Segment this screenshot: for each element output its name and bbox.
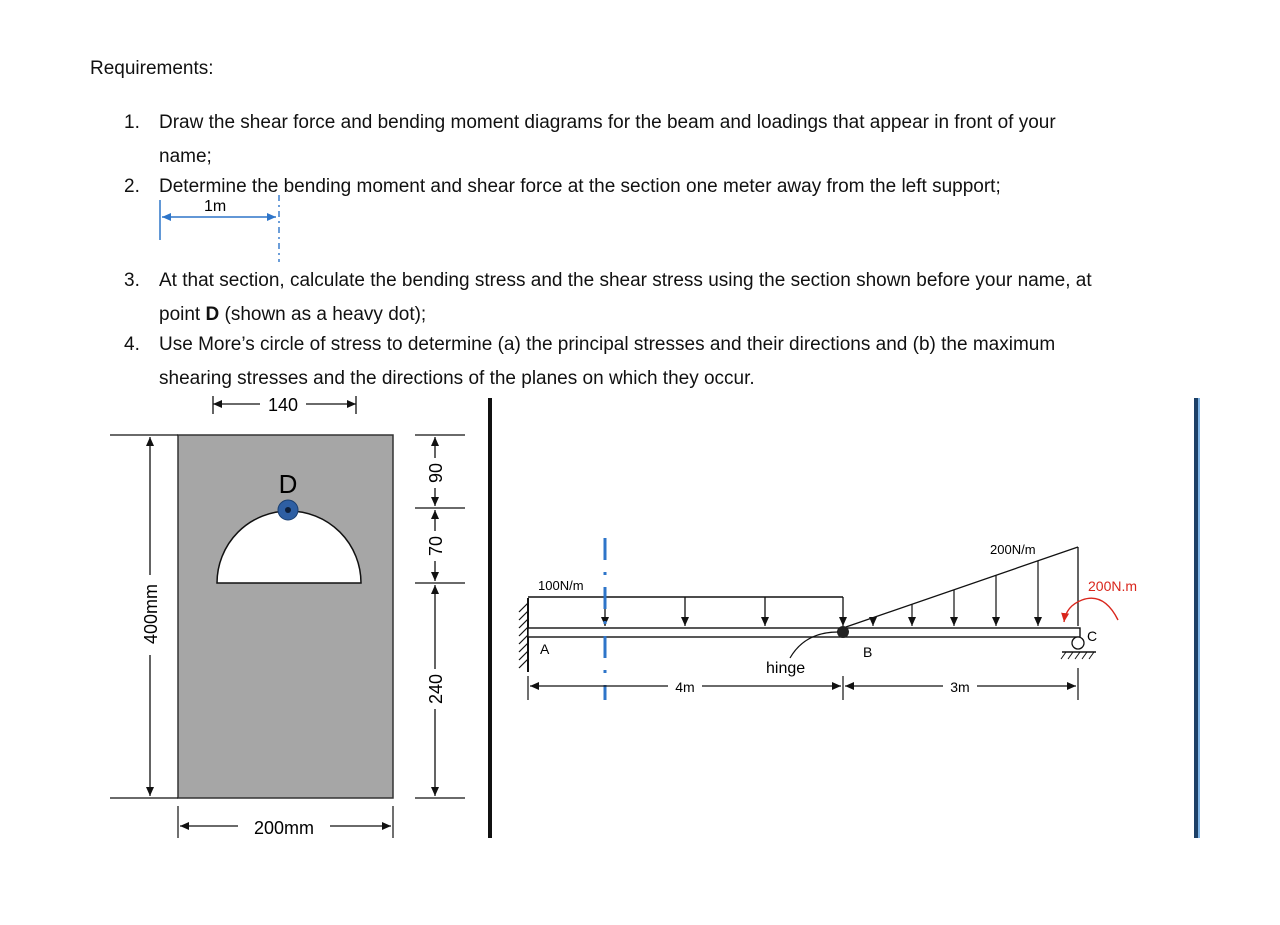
cross-section-figure <box>110 394 465 838</box>
requirement-text-line2: name; <box>159 146 212 167</box>
hatch-line <box>519 603 528 612</box>
requirement-number: 3. <box>124 270 140 291</box>
hatch-line <box>519 651 528 660</box>
requirements-heading: Requirements: <box>90 58 214 79</box>
support-c-label: C <box>1087 628 1098 644</box>
hatch-line <box>1068 652 1073 659</box>
requirement-text-line1: Use More’s circle of stress to determine (a) the principal stresses and their directions and (b) the maximum <box>159 334 1056 355</box>
dimension-240-label: 240 <box>426 673 446 705</box>
dimension-400-label: 400mm <box>141 583 161 645</box>
point-d-bold: D <box>205 304 220 325</box>
requirement-number: 1. <box>124 112 140 133</box>
fixed-support-hatch <box>519 603 528 668</box>
text-fragment: (shown as a heavy dot); <box>219 304 427 325</box>
hatch-line <box>519 611 528 620</box>
point-d-dot-center <box>285 507 291 513</box>
support-a-label: A <box>540 641 550 657</box>
hinge-joint <box>837 626 849 638</box>
requirement-number: 2. <box>124 176 140 197</box>
moment-arrow <box>1064 598 1118 622</box>
sketch-label: 1m <box>204 198 227 215</box>
udl-label: 100N/m <box>538 578 584 593</box>
moment-label: 200N.m <box>1088 578 1138 594</box>
hatch-line <box>519 619 528 628</box>
hatch-line <box>1082 652 1087 659</box>
requirement-text-line2: shearing stresses and the directions of the planes on which they occur. <box>159 368 755 389</box>
hatch-line <box>519 659 528 668</box>
hatch-line <box>1075 652 1080 659</box>
dimension-90-label: 90 <box>426 462 446 484</box>
hatch-line <box>1089 652 1094 659</box>
roller-hatch <box>1061 652 1094 659</box>
dimension-200-label: 200mm <box>253 818 315 838</box>
span-3m-label: 3m <box>950 679 970 695</box>
triangular-load-edge <box>843 547 1078 628</box>
point-b-label: B <box>863 644 873 660</box>
requirement-text-line1: At that section, calculate the bending stress and the shear stress using the section shown before your name, at <box>159 270 1092 291</box>
text-fragment: point <box>159 304 206 325</box>
beam-member <box>528 628 1080 637</box>
hatch-line <box>519 635 528 644</box>
one-meter-sketch <box>160 195 279 262</box>
point-d-label: D <box>278 469 298 499</box>
requirement-number: 4. <box>124 334 140 355</box>
requirement-text-line1: Determine the bending moment and shear force at the section one meter away from the left support; <box>159 176 1001 197</box>
hatch-line <box>519 627 528 636</box>
roller-support <box>1072 637 1084 649</box>
requirement-text-line1: Draw the shear force and bending moment diagrams for the beam and loadings that appear in front of your <box>159 112 1056 133</box>
beam-diagram <box>519 538 1137 700</box>
dimension-70-label: 70 <box>426 535 446 557</box>
dimension-140-label: 140 <box>267 395 299 415</box>
hatch-line <box>519 643 528 652</box>
triangular-load-label: 200N/m <box>990 542 1036 557</box>
span-4m-label: 4m <box>675 679 695 695</box>
hatch-line <box>1061 652 1066 659</box>
hinge-label: hinge <box>766 660 806 677</box>
